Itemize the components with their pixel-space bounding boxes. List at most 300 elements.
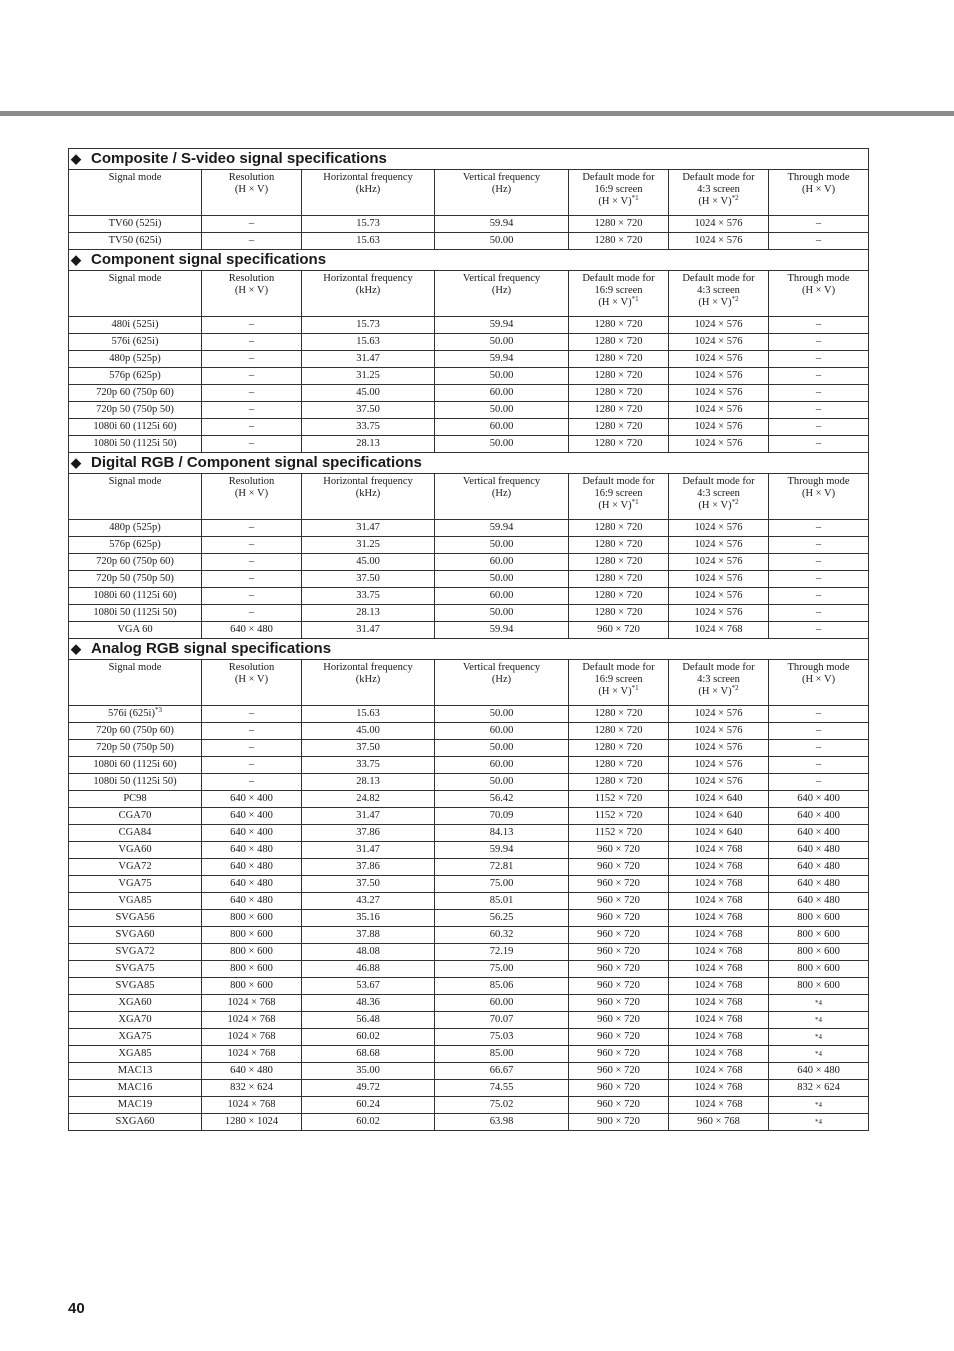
col-resolution-cell: –: [202, 402, 302, 419]
col-signal-mode-header: [69, 170, 202, 216]
col-vertical-frequency-header: [435, 660, 569, 706]
col-resolution-cell: 1024 × 768: [202, 1046, 302, 1063]
col-resolution-cell: –: [202, 436, 302, 453]
col-signal-mode-cell: PC98: [69, 791, 202, 808]
col-signal-mode-cell: SVGA60: [69, 927, 202, 944]
col-resolution-cell: 640 × 480: [202, 876, 302, 893]
col-default-16-9-cell: 1280 × 720: [569, 554, 669, 571]
col-vertical-frequency-header: [435, 474, 569, 520]
col-vertical-frequency-cell: 60.00: [435, 554, 569, 571]
col-default-16-9-cell: 960 × 720: [569, 944, 669, 961]
col-default-16-9-cell: 1152 × 720: [569, 825, 669, 842]
header-text: 16:9 screen: [594, 674, 643, 685]
col-through-mode-cell: –: [769, 216, 869, 233]
footnote-marker: *4: [815, 999, 823, 1007]
col-resolution-cell: –: [202, 385, 302, 402]
section-title: Composite / S-video signal specifications: [91, 150, 387, 167]
col-default-4-3-cell: 1024 × 768: [669, 1029, 769, 1046]
col-horizontal-frequency-cell: 33.75: [302, 419, 435, 436]
table-row: [69, 978, 869, 995]
col-through-mode-header: [769, 271, 869, 317]
col-default-4-3-cell: 1024 × 576: [669, 419, 769, 436]
footnote-marker: *2: [731, 684, 739, 692]
col-signal-mode-cell: MAC13: [69, 1063, 202, 1080]
col-resolution-cell: –: [202, 571, 302, 588]
col-vertical-frequency-cell: 70.07: [435, 1012, 569, 1029]
header-text: (Hz): [491, 285, 512, 296]
col-through-mode-cell: –: [769, 605, 869, 622]
col-default-4-3-cell: 1024 × 576: [669, 571, 769, 588]
col-resolution-cell: 640 × 480: [202, 842, 302, 859]
col-default-16-9-cell: 1280 × 720: [569, 216, 669, 233]
col-resolution-cell: 800 × 600: [202, 910, 302, 927]
col-vertical-frequency-cell: 72.19: [435, 944, 569, 961]
col-default-16-9-cell: 1280 × 720: [569, 520, 669, 537]
col-horizontal-frequency-cell: 31.47: [302, 520, 435, 537]
table-row: [69, 1063, 869, 1080]
col-default-4-3-cell: 1024 × 576: [669, 706, 769, 723]
column-header-row: [69, 660, 869, 706]
col-signal-mode-cell: VGA 60: [69, 622, 202, 639]
col-default-4-3-cell: 1024 × 576: [669, 554, 769, 571]
table-row: [69, 351, 869, 368]
col-signal-mode-cell: 576i (625i): [69, 334, 202, 351]
cell-text: 576i (625i): [108, 708, 155, 719]
header-text: Resolution: [228, 273, 275, 284]
col-vertical-frequency-header: [435, 170, 569, 216]
col-horizontal-frequency-cell: 28.13: [302, 436, 435, 453]
table-row: [69, 791, 869, 808]
col-resolution-cell: 800 × 600: [202, 961, 302, 978]
section-title: Digital RGB / Component signal specifications: [91, 454, 422, 471]
header-text: Resolution: [228, 172, 275, 183]
col-horizontal-frequency-cell: 46.88: [302, 961, 435, 978]
col-default-4-3-cell: 1024 × 576: [669, 368, 769, 385]
col-horizontal-frequency-cell: 60.02: [302, 1114, 435, 1131]
col-vertical-frequency-cell: 50.00: [435, 740, 569, 757]
header-text: Vertical frequency: [462, 273, 541, 284]
col-default-16-9-cell: 1280 × 720: [569, 402, 669, 419]
table-row: [69, 757, 869, 774]
col-default-16-9-cell: 960 × 720: [569, 927, 669, 944]
col-signal-mode-cell: CGA84: [69, 825, 202, 842]
table-row: [69, 808, 869, 825]
col-through-mode-cell: 832 × 624: [769, 1080, 869, 1097]
column-header-row: [69, 170, 869, 216]
col-vertical-frequency-cell: 85.00: [435, 1046, 569, 1063]
header-text: Signal mode: [108, 273, 162, 284]
table-row: [69, 723, 869, 740]
col-vertical-frequency-cell: 85.06: [435, 978, 569, 995]
table-row: [69, 1046, 869, 1063]
col-resolution-cell: –: [202, 740, 302, 757]
col-horizontal-frequency-cell: 45.00: [302, 723, 435, 740]
col-horizontal-frequency-cell: 45.00: [302, 554, 435, 571]
col-resolution-cell: –: [202, 757, 302, 774]
table-row: [69, 1114, 869, 1131]
col-horizontal-frequency-cell: 33.75: [302, 757, 435, 774]
col-vertical-frequency-cell: 74.55: [435, 1080, 569, 1097]
col-default-4-3-cell: 1024 × 768: [669, 995, 769, 1012]
col-horizontal-frequency-cell: 31.47: [302, 808, 435, 825]
col-resolution-cell: 640 × 480: [202, 1063, 302, 1080]
col-resolution-cell: 640 × 480: [202, 893, 302, 910]
header-text: Vertical frequency: [462, 662, 541, 673]
col-horizontal-frequency-cell: 60.02: [302, 1029, 435, 1046]
col-default-4-3-cell: 1024 × 576: [669, 436, 769, 453]
section-title: Analog RGB signal specifications: [91, 640, 332, 657]
col-vertical-frequency-cell: 50.00: [435, 706, 569, 723]
col-default-4-3-cell: 1024 × 768: [669, 961, 769, 978]
col-vertical-frequency-cell: 60.00: [435, 385, 569, 402]
col-resolution-cell: –: [202, 774, 302, 791]
header-text: 16:9 screen: [594, 488, 643, 499]
header-text: Through mode: [787, 476, 850, 487]
col-resolution-cell: –: [202, 334, 302, 351]
col-default-16-9-cell: 1280 × 720: [569, 588, 669, 605]
col-signal-mode-cell: 1080i 60 (1125i 60): [69, 588, 202, 605]
header-text: (kHz): [355, 184, 381, 195]
header-text: Default mode for: [682, 172, 755, 183]
footnote-marker: *4: [815, 1101, 823, 1109]
col-horizontal-frequency-cell: 37.50: [302, 571, 435, 588]
col-default-4-3-cell: 1024 × 576: [669, 537, 769, 554]
col-horizontal-frequency-cell: 48.36: [302, 995, 435, 1012]
header-text: Vertical frequency: [462, 172, 541, 183]
header-text: 4:3 screen: [697, 674, 740, 685]
header-text: (H × V): [234, 184, 269, 195]
col-through-mode-cell: 800 × 600: [769, 961, 869, 978]
col-through-mode-cell: 640 × 480: [769, 842, 869, 859]
col-default-16-9-header: [569, 660, 669, 706]
table-row: [69, 1080, 869, 1097]
col-default-4-3-cell: 1024 × 768: [669, 893, 769, 910]
col-vertical-frequency-cell: 59.94: [435, 842, 569, 859]
col-through-mode-header: [769, 660, 869, 706]
table-row: [69, 368, 869, 385]
col-through-mode-cell: 640 × 400: [769, 808, 869, 825]
col-horizontal-frequency-cell: 31.25: [302, 368, 435, 385]
table-row: [69, 588, 869, 605]
col-through-mode-cell: 640 × 400: [769, 791, 869, 808]
col-resolution-cell: 640 × 480: [202, 622, 302, 639]
col-signal-mode-cell: 480p (525p): [69, 520, 202, 537]
col-horizontal-frequency-header: [302, 474, 435, 520]
header-text: (kHz): [355, 488, 381, 499]
col-default-4-3-cell: 1024 × 768: [669, 910, 769, 927]
col-signal-mode-cell: 1080i 50 (1125i 50): [69, 436, 202, 453]
col-vertical-frequency-cell: 59.94: [435, 622, 569, 639]
col-through-mode-cell: 800 × 600: [769, 927, 869, 944]
header-text: Through mode: [787, 172, 850, 183]
col-resolution-cell: –: [202, 554, 302, 571]
col-through-mode-cell: [769, 1097, 869, 1114]
col-signal-mode-cell: 720p 60 (750p 60): [69, 554, 202, 571]
col-horizontal-frequency-cell: 37.86: [302, 859, 435, 876]
col-horizontal-frequency-header: [302, 170, 435, 216]
header-text: Default mode for: [582, 476, 655, 487]
col-resolution-cell: 1024 × 768: [202, 1012, 302, 1029]
col-default-4-3-cell: 1024 × 576: [669, 233, 769, 250]
col-vertical-frequency-cell: 70.09: [435, 808, 569, 825]
col-vertical-frequency-cell: 56.42: [435, 791, 569, 808]
table-row: [69, 317, 869, 334]
col-default-16-9-cell: 1280 × 720: [569, 233, 669, 250]
col-horizontal-frequency-cell: 15.63: [302, 706, 435, 723]
col-horizontal-frequency-cell: 31.47: [302, 351, 435, 368]
header-text: 4:3 screen: [697, 184, 740, 195]
col-vertical-frequency-cell: 60.32: [435, 927, 569, 944]
col-signal-mode-cell: XGA70: [69, 1012, 202, 1029]
col-horizontal-frequency-cell: 31.47: [302, 622, 435, 639]
col-through-mode-cell: –: [769, 774, 869, 791]
top-divider-bar: [0, 111, 954, 116]
col-through-mode-cell: –: [769, 622, 869, 639]
col-vertical-frequency-cell: 50.00: [435, 537, 569, 554]
col-through-mode-cell: –: [769, 385, 869, 402]
col-vertical-frequency-cell: 50.00: [435, 571, 569, 588]
table-row: [69, 893, 869, 910]
header-text: Through mode: [787, 662, 850, 673]
col-signal-mode-cell: SVGA75: [69, 961, 202, 978]
header-text: 16:9 screen: [594, 184, 643, 195]
col-vertical-frequency-cell: 60.00: [435, 723, 569, 740]
diamond-bullet-icon: ◆: [71, 252, 81, 267]
col-vertical-frequency-cell: 84.13: [435, 825, 569, 842]
col-through-mode-cell: –: [769, 706, 869, 723]
col-through-mode-cell: [769, 1012, 869, 1029]
col-default-16-9-header: [569, 271, 669, 317]
col-through-mode-cell: 800 × 600: [769, 910, 869, 927]
section-title-row: [69, 149, 869, 170]
col-horizontal-frequency-cell: 28.13: [302, 605, 435, 622]
header-text: Default mode for: [582, 273, 655, 284]
col-horizontal-frequency-cell: 43.27: [302, 893, 435, 910]
col-horizontal-frequency-cell: 33.75: [302, 588, 435, 605]
col-signal-mode-cell: SVGA85: [69, 978, 202, 995]
header-text: (H × V): [698, 297, 732, 308]
table-row: [69, 571, 869, 588]
col-default-16-9-cell: 1280 × 720: [569, 723, 669, 740]
col-through-mode-cell: –: [769, 554, 869, 571]
col-resolution-header: [202, 474, 302, 520]
col-default-4-3-cell: 1024 × 640: [669, 791, 769, 808]
col-default-4-3-cell: 1024 × 768: [669, 1012, 769, 1029]
col-resolution-cell: 800 × 600: [202, 978, 302, 995]
col-default-16-9-cell: 960 × 720: [569, 859, 669, 876]
table-row: [69, 876, 869, 893]
col-default-4-3-cell: 1024 × 576: [669, 757, 769, 774]
footnote-marker: *4: [815, 1016, 823, 1024]
col-horizontal-frequency-cell: 45.00: [302, 385, 435, 402]
col-signal-mode-cell: VGA72: [69, 859, 202, 876]
col-signal-mode-header: [69, 474, 202, 520]
col-resolution-cell: –: [202, 368, 302, 385]
col-default-16-9-cell: 960 × 720: [569, 910, 669, 927]
section-title-row: [69, 639, 869, 660]
col-resolution-cell: 832 × 624: [202, 1080, 302, 1097]
col-vertical-frequency-cell: 85.01: [435, 893, 569, 910]
header-text: (H × V): [598, 686, 632, 697]
col-through-mode-cell: –: [769, 588, 869, 605]
table-row: [69, 419, 869, 436]
header-text: Default mode for: [582, 662, 655, 673]
col-signal-mode-cell: 720p 50 (750p 50): [69, 402, 202, 419]
footnote-marker: *1: [631, 684, 639, 692]
col-default-16-9-cell: 960 × 720: [569, 1097, 669, 1114]
col-signal-mode-cell: VGA60: [69, 842, 202, 859]
col-default-16-9-header: [569, 474, 669, 520]
header-text: 4:3 screen: [697, 488, 740, 499]
col-vertical-frequency-cell: 60.00: [435, 757, 569, 774]
col-through-mode-cell: –: [769, 233, 869, 250]
col-default-4-3-cell: 1024 × 576: [669, 385, 769, 402]
table-row: [69, 334, 869, 351]
col-horizontal-frequency-cell: 37.50: [302, 740, 435, 757]
col-vertical-frequency-cell: 60.00: [435, 588, 569, 605]
header-text: (Hz): [491, 488, 512, 499]
col-through-mode-cell: –: [769, 334, 869, 351]
col-default-4-3-cell: 1024 × 576: [669, 402, 769, 419]
header-text: (H × V): [234, 285, 269, 296]
col-default-16-9-cell: 1280 × 720: [569, 368, 669, 385]
col-through-mode-cell: 800 × 600: [769, 978, 869, 995]
col-signal-mode-cell: MAC19: [69, 1097, 202, 1114]
col-default-4-3-cell: 1024 × 576: [669, 317, 769, 334]
table-row: [69, 706, 869, 723]
col-default-16-9-cell: 1280 × 720: [569, 757, 669, 774]
col-resolution-cell: –: [202, 233, 302, 250]
col-horizontal-frequency-cell: 37.50: [302, 402, 435, 419]
col-horizontal-frequency-cell: 37.50: [302, 876, 435, 893]
col-default-16-9-cell: 1280 × 720: [569, 774, 669, 791]
table-row: [69, 436, 869, 453]
col-through-mode-cell: –: [769, 537, 869, 554]
table-row: [69, 927, 869, 944]
col-default-16-9-cell: 1280 × 720: [569, 436, 669, 453]
col-default-16-9-cell: 1280 × 720: [569, 605, 669, 622]
header-text: Resolution: [228, 662, 275, 673]
header-text: (Hz): [491, 674, 512, 685]
header-text: (H × V): [234, 674, 269, 685]
col-resolution-header: [202, 660, 302, 706]
header-text: Signal mode: [108, 662, 162, 673]
col-default-16-9-cell: 960 × 720: [569, 893, 669, 910]
footnote-marker: *1: [631, 498, 639, 506]
col-resolution-cell: –: [202, 605, 302, 622]
footnote-marker: *4: [815, 1050, 823, 1058]
table-row: [69, 1029, 869, 1046]
col-signal-mode-cell: SVGA56: [69, 910, 202, 927]
col-signal-mode-cell: 576p (625p): [69, 368, 202, 385]
col-horizontal-frequency-header: [302, 271, 435, 317]
footnote-marker: *2: [731, 194, 739, 202]
col-signal-mode-cell: SXGA60: [69, 1114, 202, 1131]
section-title: Component signal specifications: [91, 251, 327, 268]
header-text: (H × V): [801, 674, 836, 685]
col-default-4-3-cell: 1024 × 768: [669, 842, 769, 859]
col-default-16-9-cell: 960 × 720: [569, 1029, 669, 1046]
col-vertical-frequency-cell: 59.94: [435, 317, 569, 334]
col-default-16-9-cell: 900 × 720: [569, 1114, 669, 1131]
col-resolution-cell: –: [202, 351, 302, 368]
spec-table: [68, 148, 869, 1131]
col-horizontal-frequency-cell: 35.00: [302, 1063, 435, 1080]
col-through-mode-cell: [769, 1029, 869, 1046]
footnote-marker: *1: [631, 194, 639, 202]
col-default-16-9-cell: 1280 × 720: [569, 706, 669, 723]
col-through-mode-cell: –: [769, 571, 869, 588]
col-vertical-frequency-cell: 75.00: [435, 961, 569, 978]
diamond-bullet-icon: ◆: [71, 151, 81, 166]
col-resolution-cell: 640 × 480: [202, 859, 302, 876]
col-default-16-9-cell: 1280 × 720: [569, 317, 669, 334]
col-vertical-frequency-cell: 72.81: [435, 859, 569, 876]
header-text: Horizontal frequency: [323, 662, 413, 673]
col-default-16-9-cell: 1280 × 720: [569, 351, 669, 368]
col-vertical-frequency-cell: 59.94: [435, 351, 569, 368]
col-default-16-9-cell: 960 × 720: [569, 1080, 669, 1097]
section-title-row: [69, 250, 869, 271]
header-text: (H × V): [801, 488, 836, 499]
col-default-16-9-cell: 960 × 720: [569, 842, 669, 859]
col-default-4-3-cell: 960 × 768: [669, 1114, 769, 1131]
col-default-16-9-header: [569, 170, 669, 216]
col-default-4-3-header: [669, 170, 769, 216]
col-vertical-frequency-cell: 56.25: [435, 910, 569, 927]
table-row: [69, 554, 869, 571]
col-default-4-3-cell: 1024 × 768: [669, 859, 769, 876]
col-resolution-cell: 1024 × 768: [202, 995, 302, 1012]
col-horizontal-frequency-cell: 53.67: [302, 978, 435, 995]
header-text: 16:9 screen: [594, 285, 643, 296]
col-vertical-frequency-cell: 75.03: [435, 1029, 569, 1046]
section-title-row: [69, 453, 869, 474]
table-row: [69, 537, 869, 554]
col-through-mode-cell: 800 × 600: [769, 944, 869, 961]
table-row: [69, 233, 869, 250]
col-through-mode-cell: –: [769, 757, 869, 774]
col-default-4-3-cell: 1024 × 576: [669, 723, 769, 740]
header-text: (kHz): [355, 285, 381, 296]
header-text: Default mode for: [582, 172, 655, 183]
col-default-4-3-cell: 1024 × 640: [669, 825, 769, 842]
col-through-mode-header: [769, 474, 869, 520]
table-row: [69, 859, 869, 876]
col-signal-mode-cell: 720p 50 (750p 50): [69, 740, 202, 757]
table-row: [69, 825, 869, 842]
col-horizontal-frequency-cell: 15.73: [302, 216, 435, 233]
footnote-marker: *2: [731, 498, 739, 506]
header-text: (H × V): [698, 196, 732, 207]
table-row: [69, 1097, 869, 1114]
header-text: (H × V): [598, 500, 632, 511]
col-default-4-3-cell: 1024 × 576: [669, 774, 769, 791]
col-signal-mode-cell: TV60 (525i): [69, 216, 202, 233]
header-text: Default mode for: [682, 273, 755, 284]
col-through-mode-cell: 640 × 480: [769, 876, 869, 893]
col-default-16-9-cell: 1280 × 720: [569, 419, 669, 436]
col-through-mode-cell: 640 × 480: [769, 1063, 869, 1080]
diamond-bullet-icon: ◆: [71, 455, 81, 470]
col-vertical-frequency-header: [435, 271, 569, 317]
col-horizontal-frequency-cell: 35.16: [302, 910, 435, 927]
col-default-16-9-cell: 960 × 720: [569, 961, 669, 978]
col-default-4-3-cell: 1024 × 768: [669, 622, 769, 639]
diamond-bullet-icon: ◆: [71, 641, 81, 656]
col-signal-mode-cell: 1080i 60 (1125i 60): [69, 757, 202, 774]
table-row: [69, 1012, 869, 1029]
